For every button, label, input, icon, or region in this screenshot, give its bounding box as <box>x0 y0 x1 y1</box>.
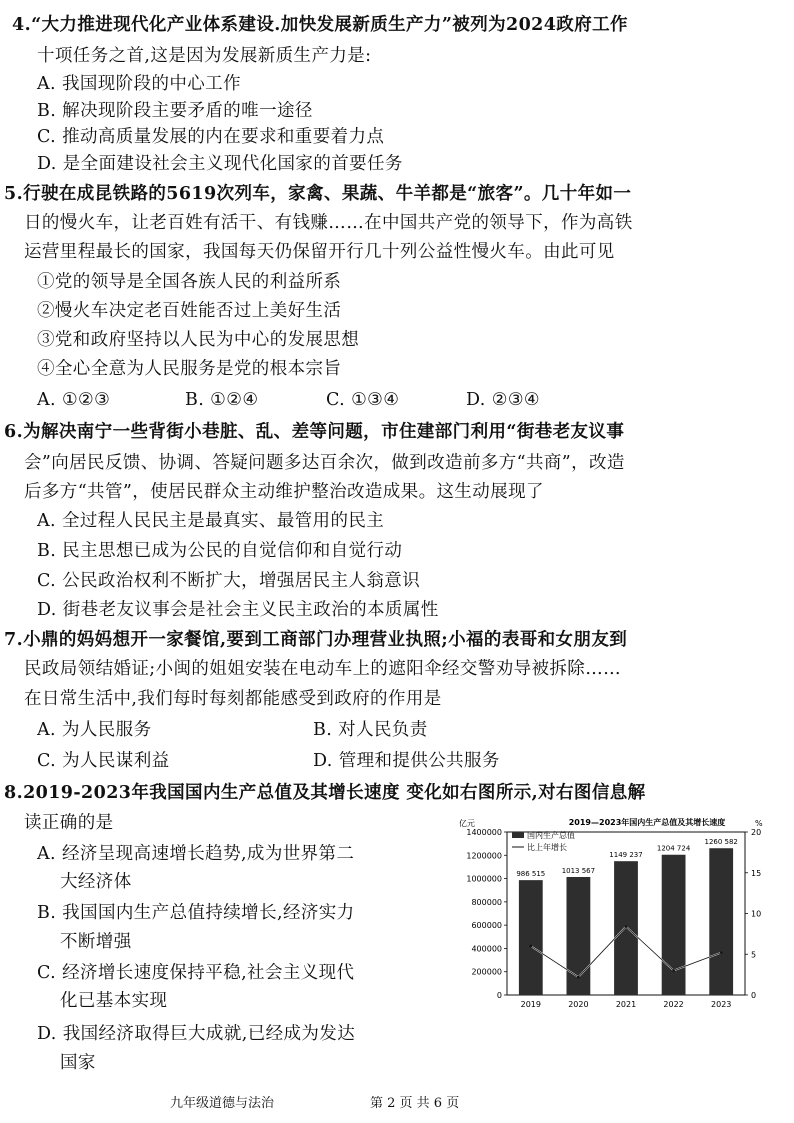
left-tick-label: 400000 <box>471 944 502 954</box>
legend-line-label: 比上年增长 <box>527 843 567 852</box>
gdp-bar <box>519 880 543 995</box>
gdp-data-label: 986 515 <box>516 870 546 879</box>
q7-option-d: D. 管理和提供公共服务 <box>313 751 500 771</box>
right-tick-label: 0 <box>751 991 757 1000</box>
left-tick-label: 0 <box>496 991 502 1000</box>
footer-subject: 九年级道德与法治 <box>170 1096 275 1111</box>
q5-statement-1: ①党的领导是全国各族人民的利益所系 <box>37 272 342 292</box>
q4-option-d: D. 是全面建设社会主义现代化国家的首要任务 <box>37 154 403 174</box>
q7-stem-line1: 7.小鼎的妈妈想开一家餐馆,要到工商部门办理营业执照;小福的表哥和女朋友到 <box>4 630 628 650</box>
q7-stem-line2: 民政局领结婚证;小闽的姐姐安装在电动车上的遮阳伞经交警劝导被拆除…… <box>24 659 621 679</box>
q8-stem-line1: 8.2019-2023年我国国内生产总值及其增长速度 变化如右图所示,对右图信息解 <box>4 783 646 803</box>
gdp-data-label: 1149 237 <box>609 851 643 860</box>
growth-point <box>530 945 533 948</box>
growth-point <box>625 925 628 928</box>
left-tick-label: 1000000 <box>466 874 502 884</box>
x-tick-label: 2019 <box>520 1000 541 1009</box>
q6-option-a: A. 全过程人民民主是最真实、最管用的民主 <box>37 511 385 531</box>
x-tick-label: 2020 <box>568 1000 589 1009</box>
right-tick-label: 5 <box>751 950 757 960</box>
gdp-bar <box>614 861 638 995</box>
q4-option-a: A. 我国现阶段的中心工作 <box>37 74 241 94</box>
footer-page-number: 第 2 页 共 6 页 <box>370 1096 460 1111</box>
q5-statement-4: ④全心全意为人民服务是党的根本宗旨 <box>37 359 342 379</box>
q5-stem-line3: 运营里程最长的国家，我国每天仍保留开行几十列公益性慢火车。由此可见 <box>24 242 615 262</box>
legend-bar-label: 国内生产总值 <box>527 831 575 840</box>
q6-option-d: D. 街巷老友议事会是社会主义民主政治的本质属性 <box>37 600 439 620</box>
q5-option-a: A. ①②③ <box>37 390 111 410</box>
gdp-data-label: 1013 567 <box>561 866 596 875</box>
gdp-growth-chart <box>455 812 780 1030</box>
q8-option-d-line1: D. 我国经济取得巨大成就,已经成为发达 <box>37 1024 356 1044</box>
right-tick-label: 15 <box>751 868 762 878</box>
q8-option-a-line2: 大经济体 <box>60 872 132 892</box>
q6-option-b: B. 民主思想已成为公民的自觉信仰和自觉行动 <box>37 541 403 561</box>
growth-point <box>672 969 675 972</box>
q5-statement-3: ③党和政府坚持以人民为中心的发展思想 <box>37 330 360 350</box>
left-tick-label: 1200000 <box>466 851 502 861</box>
growth-point <box>720 951 723 954</box>
legend-bar-swatch <box>512 832 524 838</box>
q6-stem-line1: 6.为解决南宁一些背街小巷脏、乱、差等问题，市住建部门利用“街巷老友议事 <box>4 422 625 442</box>
left-tick-label: 200000 <box>471 967 502 977</box>
chart-title: 2019—2023年国内生产总值及其增长速度 <box>568 818 726 827</box>
left-tick-label: 1400000 <box>466 828 502 837</box>
q5-option-d: D. ②③④ <box>466 390 540 410</box>
q7-option-a: A. 为人民服务 <box>37 720 152 740</box>
q8-option-b-line1: B. 我国国内生产总值持续增长,经济实力 <box>37 903 355 923</box>
left-tick-label: 800000 <box>471 897 502 907</box>
chart-legend <box>512 830 575 852</box>
gdp-data-label: 1260 582 <box>704 838 738 847</box>
x-tick-label: 2021 <box>615 1000 637 1009</box>
right-tick-label: 20 <box>751 828 762 837</box>
q8-option-b-line2: 不断增强 <box>60 932 132 952</box>
growth-point <box>577 976 580 979</box>
q5-stem-line1: 5.行驶在成昆铁路的5619次列车，家禽、果蔬、牛羊都是“旅客”。几十年如一 <box>4 184 632 204</box>
q4-stem-line2: 十项任务之首,这是因为发展新质生产力是: <box>37 46 372 66</box>
gdp-bar <box>662 855 686 995</box>
q8-option-c-line1: C. 经济增长速度保持平稳,社会主义现代 <box>37 963 355 983</box>
left-axis-unit: 亿元 <box>459 819 475 828</box>
q5-option-b: B. ①②④ <box>185 390 259 410</box>
q8-option-d-line2: 国家 <box>60 1053 96 1073</box>
q7-option-c: C. 为人民谋利益 <box>37 751 170 771</box>
q6-option-c: C. 公民政治权利不断扩大，增强居民主人翁意识 <box>37 571 421 591</box>
q4-option-b: B. 解决现阶段主要矛盾的唯一途径 <box>37 101 313 121</box>
q6-stem-line2: 会”向居民反馈、协调、答疑问题多达百余次，做到改造前多方“共商”，改造 <box>24 453 625 473</box>
x-tick-label: 2022 <box>663 1000 684 1009</box>
q5-stem-line2: 日的慢火车，让老百姓有活干、有钱赚……在中国共产党的领导下，作为高铁 <box>24 213 633 233</box>
right-axis-unit: % <box>755 819 763 828</box>
right-tick-label: 10 <box>751 909 762 919</box>
gdp-data-label: 1204 724 <box>656 844 691 853</box>
q5-statement-2: ②慢火车决定老百姓能否过上美好生活 <box>37 301 342 321</box>
q7-option-b: B. 对人民负责 <box>313 720 428 740</box>
x-tick-label: 2023 <box>711 1000 732 1009</box>
q8-option-c-line2: 化已基本实现 <box>60 991 168 1011</box>
q4-option-c: C. 推动高质量发展的内在要求和重要着力点 <box>37 127 385 147</box>
q4-stem-line1: 4.“大力推进现代化产业体系建设.加快发展新质生产力”被列为2024政府工作 <box>12 15 628 35</box>
q8-option-a-line1: A. 经济呈现高速增长趋势,成为世界第二 <box>37 844 355 864</box>
q5-option-c: C. ①③④ <box>326 390 400 410</box>
q7-stem-line3: 在日常生活中,我们每时每刻都能感受到政府的作用是 <box>24 689 442 709</box>
left-tick-label: 600000 <box>471 921 502 931</box>
q8-stem-line2: 读正确的是 <box>24 813 114 833</box>
gdp-bar <box>709 848 733 995</box>
q6-stem-line3: 后多方“共管”，使居民群众主动维护整治改造成果。这生动展现了 <box>24 482 544 502</box>
